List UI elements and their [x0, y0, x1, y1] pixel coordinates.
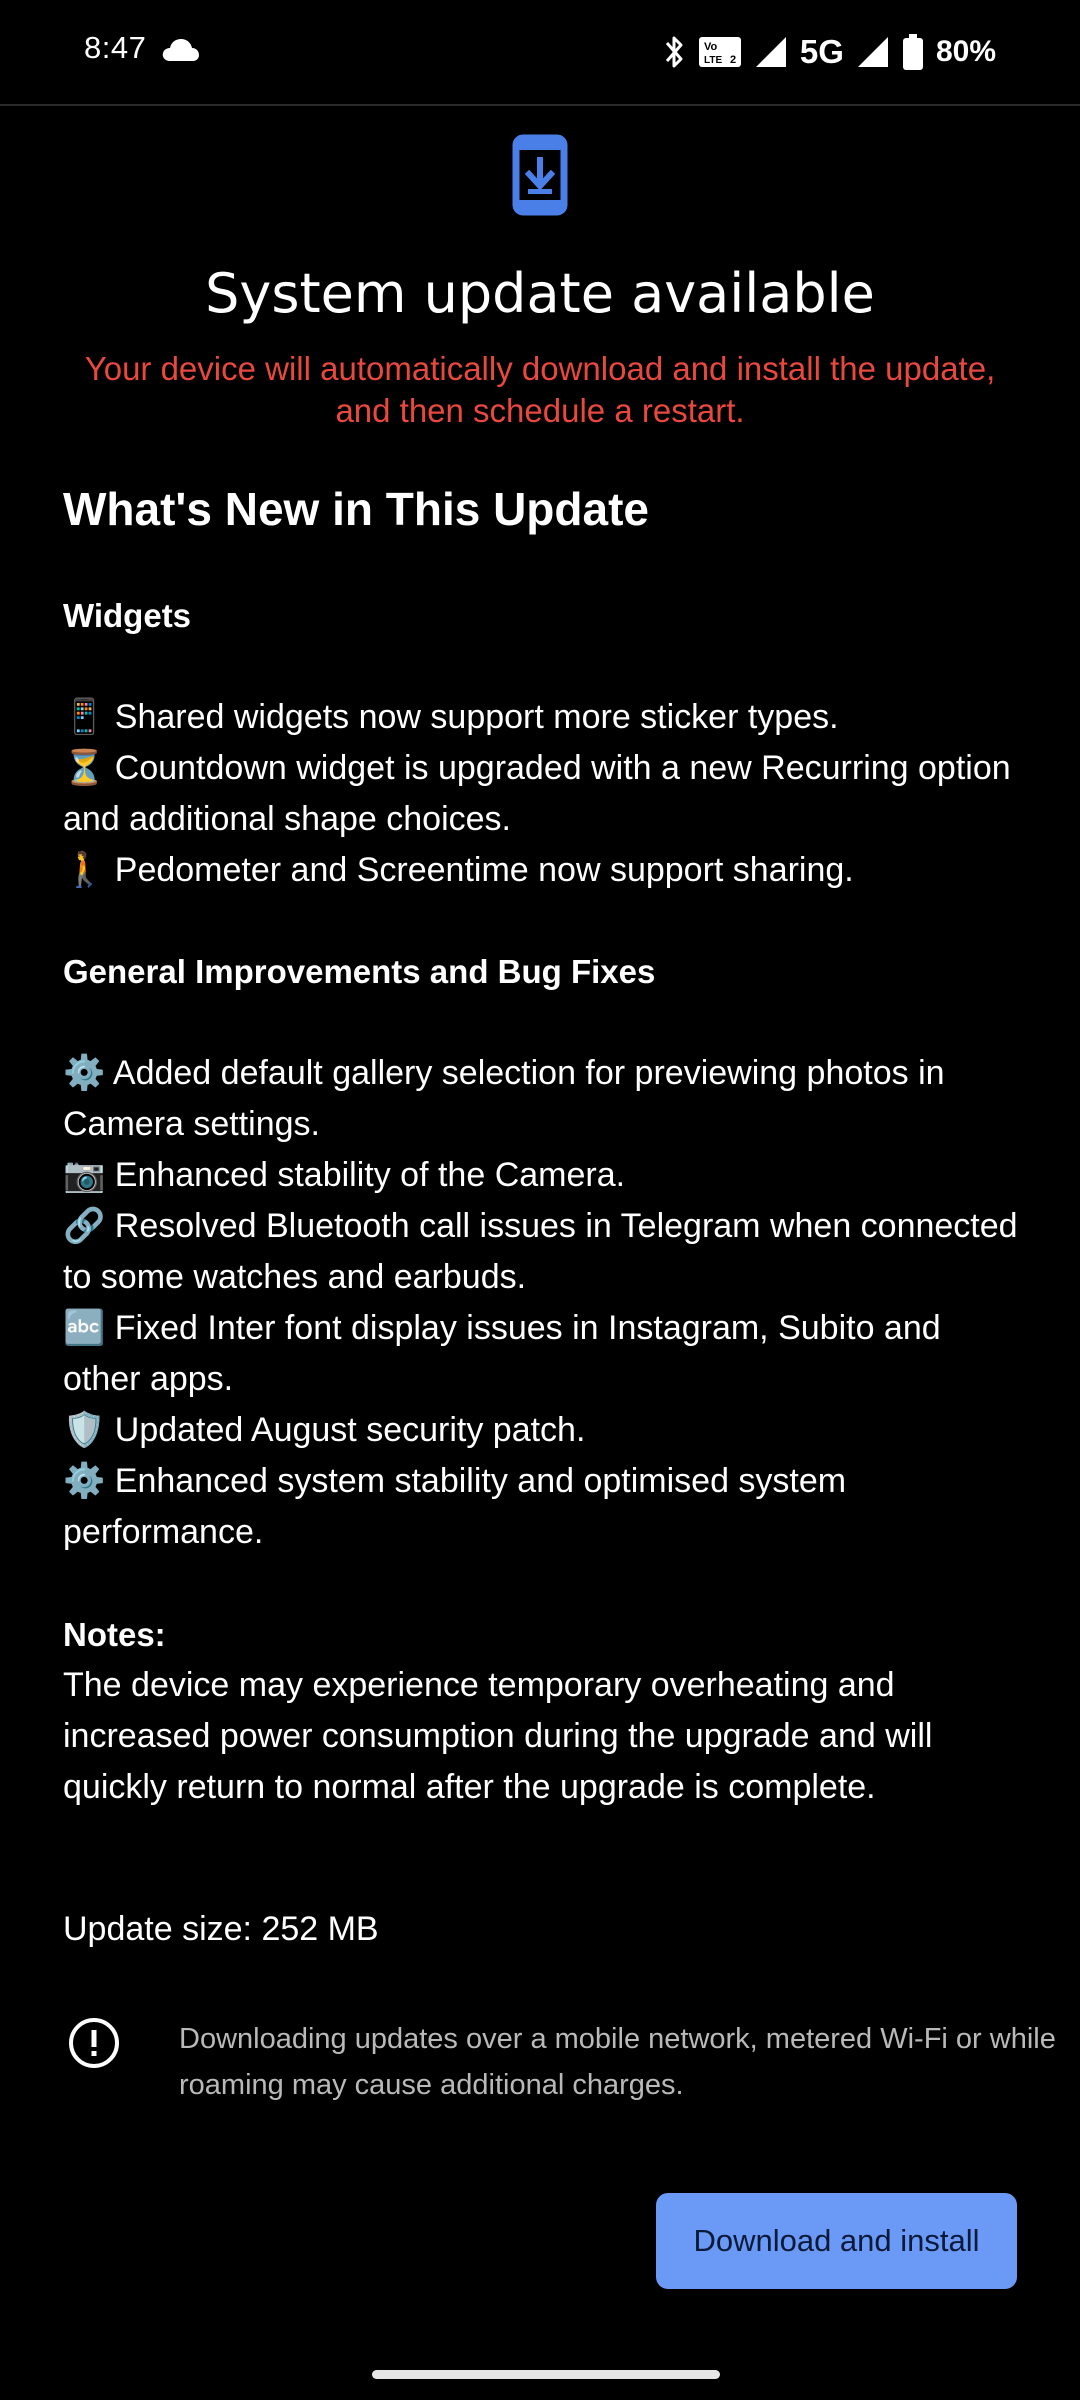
battery-percent: 80% [935, 35, 996, 68]
signal-icon [754, 35, 788, 69]
page-title: System update available [205, 262, 875, 325]
status-icons [662, 28, 996, 76]
svg-text:2: 2 [729, 54, 737, 66]
system-update-icon [512, 134, 568, 216]
bluetooth-icon [662, 34, 686, 70]
general-improvements-heading: General Improvements and Bug Fixes [63, 953, 656, 990]
list-item: 🔗 Resolved Bluetooth call issues in Telegram when connected to some watches and earbuds. [63, 1207, 1018, 1296]
download-and-install-button[interactable]: Download and install [656, 2193, 1017, 2289]
list-item: 🚶 Pedometer and Screentime now support sharing. [63, 851, 854, 889]
list-item: 📱 Shared widgets now support more sticker types. [63, 698, 839, 736]
general-improvements-list [63, 1048, 1023, 1558]
release-notes [63, 478, 1023, 1955]
home-indicator[interactable] [372, 2370, 720, 2379]
charges-notice-text: Downloading updates over a mobile network, metered Wi-Fi or while roaming may cause additional charges. [179, 2023, 1056, 2101]
info-alert-icon [67, 2016, 121, 2070]
list-item: ⚙️ Added default gallery selection for previewing photos in Camera settings. [63, 1054, 945, 1143]
signal-icon [856, 35, 890, 69]
list-item: 🛡️ Updated August security patch. [63, 1411, 586, 1449]
status-bar [0, 0, 1080, 106]
notes-heading: Notes: [63, 1616, 166, 1653]
cloud-icon [162, 38, 200, 62]
update-size: Update size: 252 MB [63, 1910, 379, 1948]
list-item: 📷 Enhanced stability of the Camera. [63, 1156, 626, 1194]
list-item: ⏳ Countdown widget is upgraded with a new Recurring option and additional shape choices. [63, 749, 1011, 838]
volte-icon [698, 34, 742, 70]
whats-new-heading: What's New in This Update [63, 483, 649, 535]
widgets-heading: Widgets [63, 597, 192, 634]
list-item: ⚙️ Enhanced system stability and optimised system performance. [63, 1462, 847, 1551]
svg-text:Vo: Vo [703, 41, 718, 53]
notes-body: The device may experience temporary overheating and increased power consumption during the upgrade and will quickly return to normal after the upgrade is complete. [63, 1666, 933, 1806]
battery-icon [902, 33, 924, 71]
network-type: 5G [799, 33, 844, 70]
svg-text:LTE: LTE [703, 55, 723, 66]
widgets-list [63, 692, 1023, 896]
list-item: 🔤 Fixed Inter font display issues in Instagram, Subito and other apps. [63, 1309, 941, 1398]
status-time: 8:47 [84, 30, 147, 65]
auto-install-warning: Your device will automatically download and install the update, and then schedule a restart. [84, 350, 996, 429]
